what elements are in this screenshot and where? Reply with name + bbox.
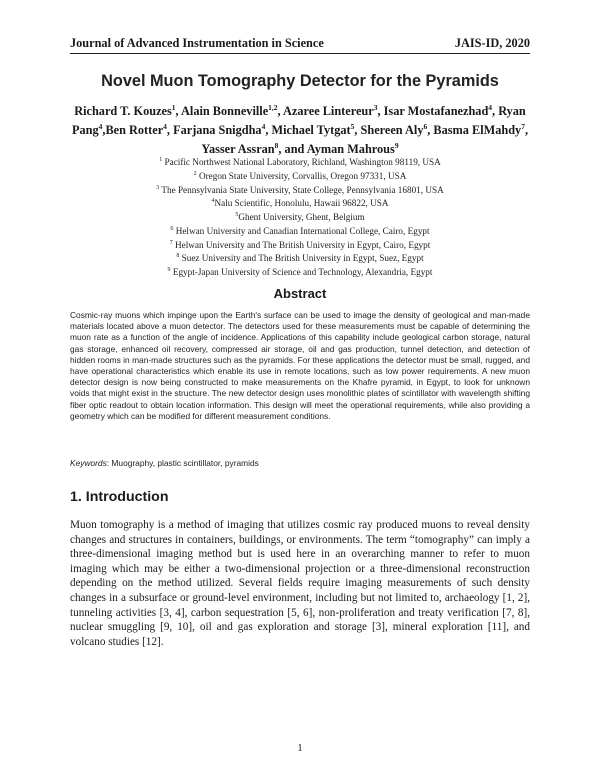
author-separator: ,: [524, 123, 529, 138]
affiliation-text: Suez University and The British University in Egypt, Suez, Egypt: [179, 253, 424, 264]
author-affiliation-mark: 1: [171, 103, 176, 112]
author-affiliation-mark: 8: [274, 141, 279, 151]
affiliation-text: Egypt-Japan University of Science and Technology, Alexandria, Egypt: [170, 267, 433, 278]
author-affiliation-mark: 7: [521, 122, 525, 132]
affiliation-text: Ghent University, Ghent, Belgium: [238, 212, 365, 223]
author-name: Ayman Mahrous: [306, 142, 395, 157]
keywords-text: : Muography, plastic scintillator, pyramids: [106, 458, 259, 468]
affiliation-number: 7: [169, 239, 173, 246]
affiliation-number: 1: [159, 157, 163, 163]
author-separator: ,: [265, 123, 272, 138]
affiliation: [70, 251, 530, 265]
affiliation-number: 4: [211, 198, 215, 205]
author-affiliation-mark: 9: [394, 141, 399, 151]
affiliation: [70, 224, 530, 238]
author-separator: ,: [377, 104, 384, 119]
author-name: Yasser Assran: [201, 142, 275, 157]
author-name: Farjana Snigdha: [173, 123, 262, 138]
author-name: Basma ElMahdy: [433, 123, 522, 138]
author-name: Shereen Aly: [360, 123, 424, 138]
author-name: Richard T. Kouzes: [74, 104, 172, 119]
author-separator: , and: [278, 142, 307, 157]
author-list: [70, 100, 530, 157]
affiliation-text: Helwan University and The British University in Egypt, Cairo, Egypt: [172, 239, 431, 250]
abstract-text: Cosmic-ray muons which impinge upon the Earth's surface can be used to image the density of geological and man-made materials located above a muon detector. The detectors used for these measurements must be capable of determining the muon rate as a function of the angle of incidence. Applications of this capability include geological carbon storage, natural gas storage, enhanced oil recovery, compressed air storage, oil and gas production, tunnel detection, and detection of hidden rooms in man-made structures such as the pyramids. For these applications the detector must be small, rugged, and have operational characteristics which enable its use in remote locations, such as low power requirements. A new muon detector design is now being constructed to make measurements on the Khafre pyramid, in Egypt, to look for unknown voids that might exist in the structure. The new detector design uses monolithic plates of scintillator with wavelength shifting fiber optic readout to obtain location information. This design will meet the operational requirements, while also providing a geometry which can be modified for different measurement conditions.: [70, 310, 530, 421]
author-separator: ,: [166, 123, 174, 138]
keywords-label: Keywords: [70, 458, 107, 468]
author: [384, 104, 499, 118]
author: [105, 123, 173, 137]
page-number: 1: [297, 742, 303, 754]
affiliation-text: Helwan University and Canadian International College, Cairo, Egypt: [173, 225, 430, 236]
section-text: Muon tomography is a method of imaging that utilizes cosmic ray produced muons to reveal density changes and structures in containers, buildings, or environments. The term “tomography” can imply a three-dimensional imaging method but is used here in an overarching manner to refer to muon imaging which may be either a two-dimensional projection or a three-dimensional reconstruction depending on the method utilized. Several fields require imaging measurements of such density changes in a subsurface or ground-level environment, including but not limited to, archaeology [1, 2], tunneling activities [3, 4], carbon sequestration [5, 6], non-proliferation and treaty verification [7, 8], nuclear smuggling [9, 10], oil and gas exploration and storage [3], mineral exploration [11], and volcano studies [12].: [70, 519, 530, 648]
author-affiliation-mark: 3: [373, 103, 378, 112]
author: [173, 123, 271, 137]
author-affiliation-mark: 6: [423, 122, 428, 132]
section-heading: 1. Introduction: [70, 489, 169, 505]
affiliation-text: Oregon State University, Corvallis, Oregon 97331, USA: [196, 170, 407, 181]
affiliation-number: 9: [167, 267, 171, 274]
affiliation: [70, 196, 530, 210]
affiliation-text: Nalu Scientific, Honolulu, Hawaii 96822, USA: [214, 198, 389, 209]
author-name: Ryan Pang: [71, 104, 526, 138]
affiliation: [70, 169, 530, 183]
paper-title: Novel Muon Tomography Detector for the Pyramids: [101, 72, 499, 90]
author-separator: ,: [102, 123, 106, 138]
affiliation-number: 3: [156, 184, 160, 191]
author-separator: ,: [277, 104, 284, 119]
affiliation: [70, 210, 530, 224]
author-affiliation-mark: 5: [350, 122, 355, 132]
author-affiliation-mark: 4: [163, 122, 167, 132]
affiliation-number: 6: [170, 225, 174, 232]
affiliation: [70, 183, 530, 197]
author-name: Alain Bonneville: [181, 104, 269, 119]
affiliation-number: 2: [193, 170, 197, 177]
author-name: Azaree Lintereur: [283, 104, 374, 119]
affiliation-text: Pacific Northwest National Laboratory, Richland, Washington 98119, USA: [162, 157, 441, 168]
affiliation-list: [70, 155, 530, 279]
author: [181, 104, 283, 118]
author-separator: ,: [427, 123, 434, 138]
author-name: Isar Mostafanezhad: [383, 104, 489, 119]
author-affiliation-mark: 1,2: [268, 103, 278, 112]
author: [283, 104, 384, 118]
author: [361, 123, 434, 137]
author-name: Michael Tytgat: [271, 123, 351, 138]
keywords: [70, 458, 530, 468]
author-separator: ,: [354, 123, 361, 138]
author-affiliation-mark: 4: [488, 103, 493, 112]
author-separator: ,: [175, 104, 182, 119]
author: [271, 123, 360, 137]
author: [74, 104, 181, 118]
affiliation-number: 8: [176, 253, 180, 260]
running-header: [70, 36, 530, 51]
journal-issue: JAIS-ID, 2020: [454, 36, 530, 50]
author-name: Ben Rotter: [105, 123, 164, 138]
affiliation-text: The Pennsylvania State University, State College, Pennsylvania 16801, USA: [159, 184, 444, 195]
affiliation: [70, 265, 530, 279]
header-rule: [70, 53, 530, 54]
author-affiliation-mark: 4: [261, 122, 266, 132]
journal-name: Journal of Advanced Instrumentation in Science: [70, 36, 324, 50]
author-affiliation-mark: 4: [98, 122, 103, 132]
affiliation-number: 5: [235, 212, 239, 219]
author: [433, 123, 528, 137]
abstract-heading: Abstract: [273, 286, 327, 301]
author-separator: ,: [492, 104, 499, 119]
affiliation: [70, 155, 530, 169]
affiliation: [70, 238, 530, 252]
